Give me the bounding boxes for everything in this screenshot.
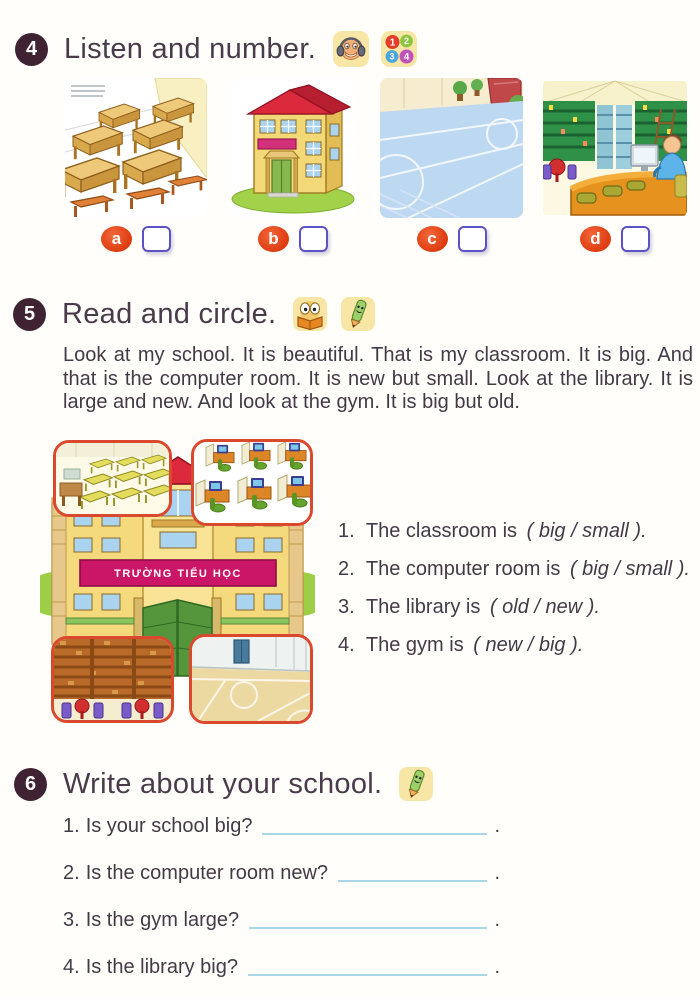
exercise6-header [14,766,434,802]
choice-options-4[interactable]: ( new / big ). [473,634,584,656]
label-letter-b: b [258,226,289,252]
write-questions-list [63,814,500,997]
write-icon [340,296,376,332]
write-question-1: 1. Is your school big? . [63,815,500,837]
svg-text:4: 4 [403,52,410,63]
svg-text:1: 1 [389,37,396,49]
circle-question-4: 4. The gym is ( new / big ). [338,634,584,656]
picture-cell-b [230,78,356,254]
picture-cell-a [65,78,207,254]
answer-box-d[interactable] [621,226,650,252]
write-icon [398,766,434,802]
label-letter-c: c [417,226,448,252]
circle-question-2: 2. The computer room is ( big / small ). [338,558,690,580]
library-illustration [543,78,687,218]
answer-blank-1[interactable] [262,815,487,835]
read-icon [292,296,328,332]
label-letter-a: a [101,226,132,252]
write-question-4: 4. Is the library big? . [63,956,500,978]
circle-question-3: 3. The library is ( old / new ). [338,596,600,618]
numbers-icon [380,30,418,68]
svg-text:2: 2 [404,36,410,47]
exercise6-title: Write about your school. [63,767,383,800]
inset-library [51,636,174,723]
school-compound-picture [40,432,315,730]
circle-question-1: 1. The classroom is ( big / small ). [338,520,647,542]
answer-blank-3[interactable] [249,909,487,929]
exercise4-title: Listen and number. [64,32,317,65]
school-building-illustration [230,78,356,218]
exercise5-number-badge: 5 [13,298,46,331]
answer-blank-4[interactable] [248,956,487,976]
exercise5-header [13,296,376,332]
svg-text:3: 3 [389,51,395,62]
inset-classroom [53,440,172,517]
choice-options-3[interactable]: ( old / new ). [489,596,600,618]
answer-box-a[interactable] [142,226,171,252]
gym-illustration [380,78,523,218]
exercise4-number-badge: 4 [15,33,48,66]
picture-cell-c [380,78,523,254]
answer-blank-2[interactable] [338,862,487,882]
exercise6-number-badge: 6 [14,768,47,801]
circle-questions-list [338,520,690,672]
classroom-illustration [65,78,207,218]
choice-options-2[interactable]: ( big / small ). [569,558,690,580]
write-question-3: 3. Is the gym large? . [63,909,500,931]
reading-passage: Look at my school. It is beautiful. That is my classroom. It is big. And that is the computer room. It is new but small. Look at the library. It is large and new. And look at the gym. It is big but old. [63,344,693,413]
exercise4-header [15,30,418,68]
answer-box-c[interactable] [458,226,487,252]
inset-gym [189,634,313,724]
listen-icon [332,30,370,68]
choice-options-1[interactable]: ( big / small ). [526,520,647,542]
answer-box-b[interactable] [299,226,328,252]
picture-cell-d [543,78,687,254]
school-sign-text: TRƯỜNG TIỂU HỌC [114,568,242,580]
exercise5-title: Read and circle. [62,297,277,330]
write-question-2: 2. Is the computer room new? . [63,862,500,884]
inset-computer-room [191,439,313,526]
label-letter-d: d [580,226,611,252]
